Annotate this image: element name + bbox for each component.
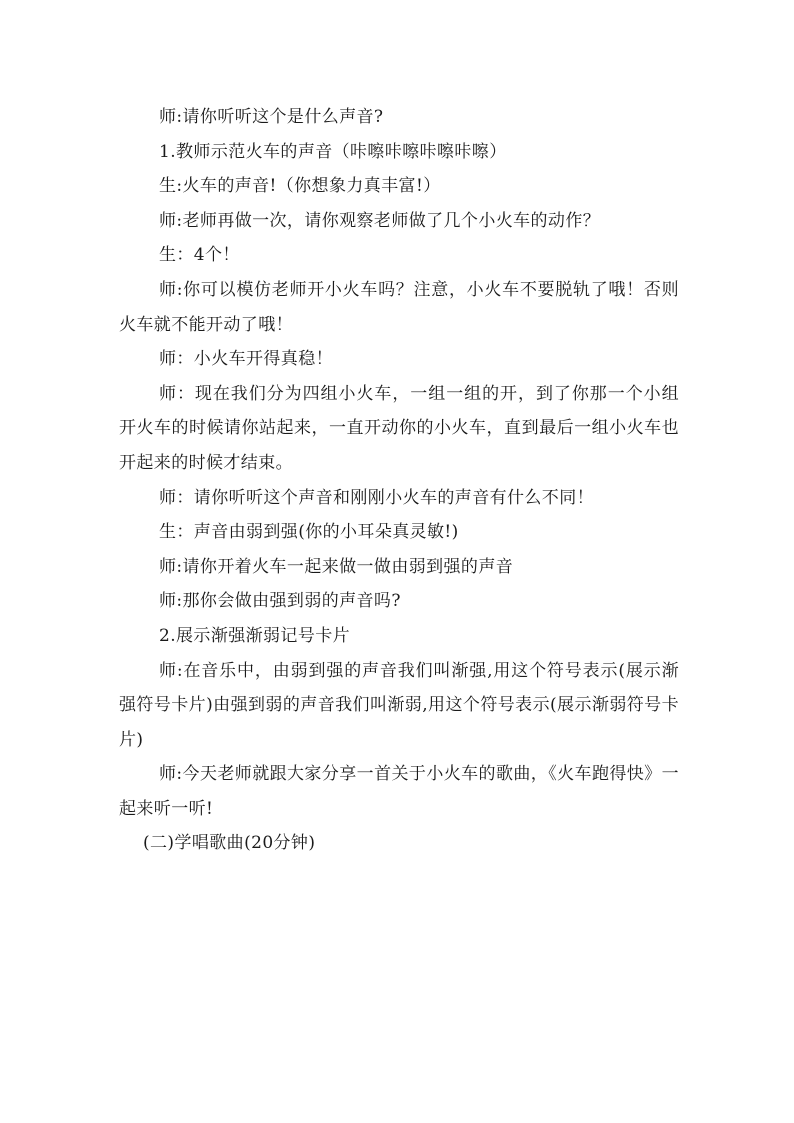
paragraph-student-answer: 生:火车的声音!（你想象力真丰富!） — [159, 176, 441, 197]
paragraph-weak-to-strong: 生：声音由弱到强(你的小耳朵真灵敏!) — [159, 522, 459, 543]
paragraph-do-decrescendo: 师:那你会做由强到弱的声音吗? — [159, 591, 401, 612]
paragraph-show-cards: 2.展示渐强渐弱记号卡片 — [159, 625, 351, 646]
document-body — [119, 100, 679, 861]
paragraph-teacher-again: 师:老师再做一次，请你观察老师做了几个小火车的动作？ — [159, 210, 601, 231]
section-heading-learn-song: (二)学唱歌曲(20分钟) — [143, 833, 316, 854]
paragraph-four-groups: 师：现在我们分为四组小火车，一组一组的开，到了你那一个小组开火车的时候请你站起来，一直开动你的小火车，直到最后一组小火车也开起来的时候才结束。 — [119, 383, 679, 473]
paragraph-explain-symbols: 师:在音乐中，由弱到强的声音我们叫渐强,用这个符号表示(展示渐强符号卡片)由强到弱的声音我们叫渐弱,用这个符号表示(展示渐弱符号卡片) — [119, 660, 679, 750]
paragraph-imitate-train: 师:你可以模仿老师开小火车吗？注意，小火车不要脱轨了哦！否则火车就不能开动了哦！ — [119, 279, 679, 335]
paragraph-question-sound: 师:请你听听这个是什么声音? — [159, 107, 384, 127]
paragraph-share-song: 师:今天老师就跟大家分享一首关于小火车的歌曲，《火车跑得快》一起来听一听! — [119, 764, 679, 819]
paragraph-teacher-demo: 1.教师示范火车的声音（咔嚓咔嚓咔嚓咔嚓） — [159, 141, 507, 162]
paragraph-student-four: 生：4个！ — [159, 245, 240, 266]
paragraph-listen-difference: 师：请你听听这个声音和刚刚小火车的声音有什么不同！ — [159, 487, 594, 508]
paragraph-steady-train: 师：小火车开得真稳！ — [159, 349, 333, 370]
paragraph-do-crescendo: 师:请你开着火车一起来做一做由弱到强的声音 — [159, 556, 514, 577]
